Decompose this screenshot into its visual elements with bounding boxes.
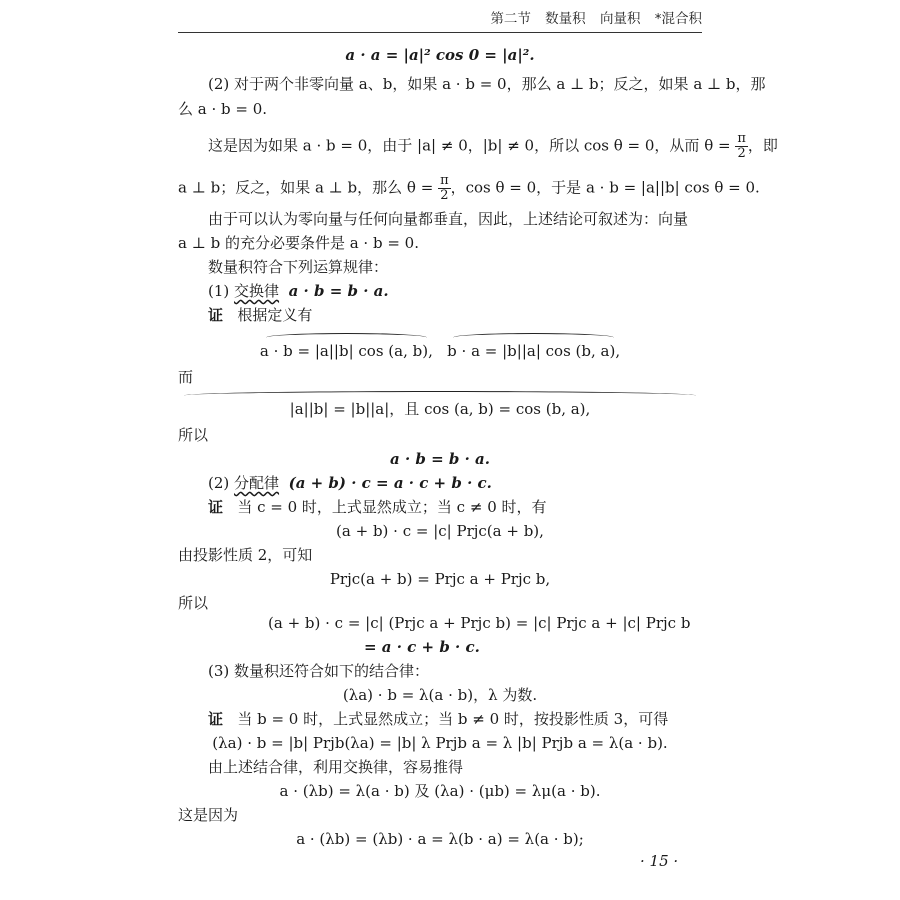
running-header bbox=[178, 8, 702, 33]
formula-line: a · a = |a|² cos 0 = |a|². bbox=[345, 46, 535, 64]
formula-line: (λa) · b = |b| Prjb(λa) = |b| λ Prjb a = λ |b| Prjb a = λ(a · b). bbox=[212, 734, 668, 752]
law-formula: a · b = b · a. bbox=[288, 282, 389, 300]
formula-line: a · b = b · a. bbox=[390, 450, 490, 468]
proof-text: 根据定义有 bbox=[237, 306, 313, 324]
text-line: 而 bbox=[178, 368, 194, 386]
proof-mark: 证 bbox=[208, 306, 224, 324]
fraction-denominator: 2 bbox=[737, 146, 746, 161]
law-number: (1) bbox=[208, 282, 230, 300]
text-line: 由投影性质 2，可知 bbox=[178, 546, 313, 564]
text-line bbox=[208, 132, 778, 161]
proof-text: 当 c = 0 时，上式显然成立；当 c ≠ 0 时，有 bbox=[237, 498, 547, 516]
text-line: 所以 bbox=[178, 426, 209, 444]
formula-line: Prjc(a + b) = Prjc a + Prjc b, bbox=[329, 570, 551, 588]
text-line: 所以 bbox=[178, 594, 209, 612]
text-line: 由上述结合律，利用交换律，容易推得 bbox=[208, 758, 464, 776]
header-topic-dot-product: 数量积 bbox=[545, 11, 586, 27]
formula-a-dot-b-definition: a · b = |a||b| cos (a, b), bbox=[259, 342, 433, 360]
formula-line: (λa) · b = λ(a · b)，λ 为数. bbox=[342, 686, 538, 704]
proof-text: 当 b = 0 时，上式显然成立；当 b ≠ 0 时，按投影性质 3，可得 bbox=[237, 710, 669, 728]
proof-line bbox=[208, 304, 312, 326]
formula-line: |a||b| = |b||a|，且 cos (a, b) = cos (b, a), bbox=[178, 398, 702, 420]
fraction-pi-over-2 bbox=[438, 174, 451, 203]
text-line: a ⊥ b 的充分必要条件是 a · b = 0. bbox=[178, 234, 419, 252]
formula-line bbox=[178, 340, 702, 362]
page-number: · 15 · bbox=[640, 852, 679, 870]
text-segment: a ⊥ b；反之，如果 a ⊥ b，那么 θ = bbox=[178, 178, 439, 197]
law-commutative bbox=[208, 280, 389, 302]
formula-line: (a + b) · c = |c| (Prjc a + Prjc b) = |c| Prjc a + |c| Prjc b bbox=[268, 614, 691, 632]
header-section: 第二节 bbox=[490, 11, 531, 27]
text-line: 么 a · b = 0. bbox=[178, 100, 268, 118]
law-formula: (a + b) · c = a · c + b · c. bbox=[288, 474, 492, 492]
law-name: 交换律 bbox=[234, 282, 280, 300]
law-distributive bbox=[208, 472, 492, 494]
proof-mark: 证 bbox=[208, 498, 224, 516]
law-number: (2) bbox=[208, 474, 230, 492]
proof-line bbox=[208, 708, 668, 730]
text-line: 这是因为 bbox=[178, 806, 239, 824]
header-topic-cross-product: 向量积 bbox=[599, 11, 641, 27]
fraction-denominator: 2 bbox=[440, 188, 449, 203]
text-line: (2) 对于两个非零向量 a、b，如果 a · b = 0，那么 a ⊥ b；反之，如果 a ⊥ b，那 bbox=[208, 75, 766, 93]
formula-line: = a · c + b · c. bbox=[364, 638, 480, 656]
text-segment: ，即 bbox=[747, 136, 778, 155]
fraction-pi-over-2 bbox=[735, 132, 748, 161]
law-name: 分配律 bbox=[234, 474, 280, 492]
formula-b-dot-a-definition: b · a = |b||a| cos (b, a), bbox=[447, 342, 621, 360]
text-line: 数量积符合下列运算规律： bbox=[208, 258, 389, 276]
formula-line: (a + b) · c = |c| Prjc(a + b), bbox=[336, 522, 544, 540]
fraction-numerator: π bbox=[440, 173, 449, 188]
text-line bbox=[178, 174, 760, 203]
formula-line: a · (λb) = λ(a · b) 及 (λa) · (μb) = λμ(a · b). bbox=[279, 782, 601, 800]
formula-line: a · (λb) = (λb) · a = λ(b · a) = λ(a · b); bbox=[296, 830, 584, 848]
proof-line bbox=[208, 496, 547, 518]
text-line: (3) 数量积还符合如下的结合律： bbox=[208, 662, 430, 680]
header-topic-mixed-product: *混合积 bbox=[654, 11, 702, 27]
text-segment: ，cos θ = 0，于是 a · b = |a||b| cos θ = 0. bbox=[450, 178, 760, 197]
fraction-numerator: π bbox=[737, 131, 746, 146]
proof-mark: 证 bbox=[208, 710, 224, 728]
text-segment: 这是因为如果 a · b = 0，由于 |a| ≠ 0，|b| ≠ 0，所以 cos θ = 0，从而 θ = bbox=[208, 136, 736, 155]
text-line: 由于可以认为零向量与任何向量都垂直，因此，上述结论可叙述为：向量 bbox=[208, 210, 689, 228]
